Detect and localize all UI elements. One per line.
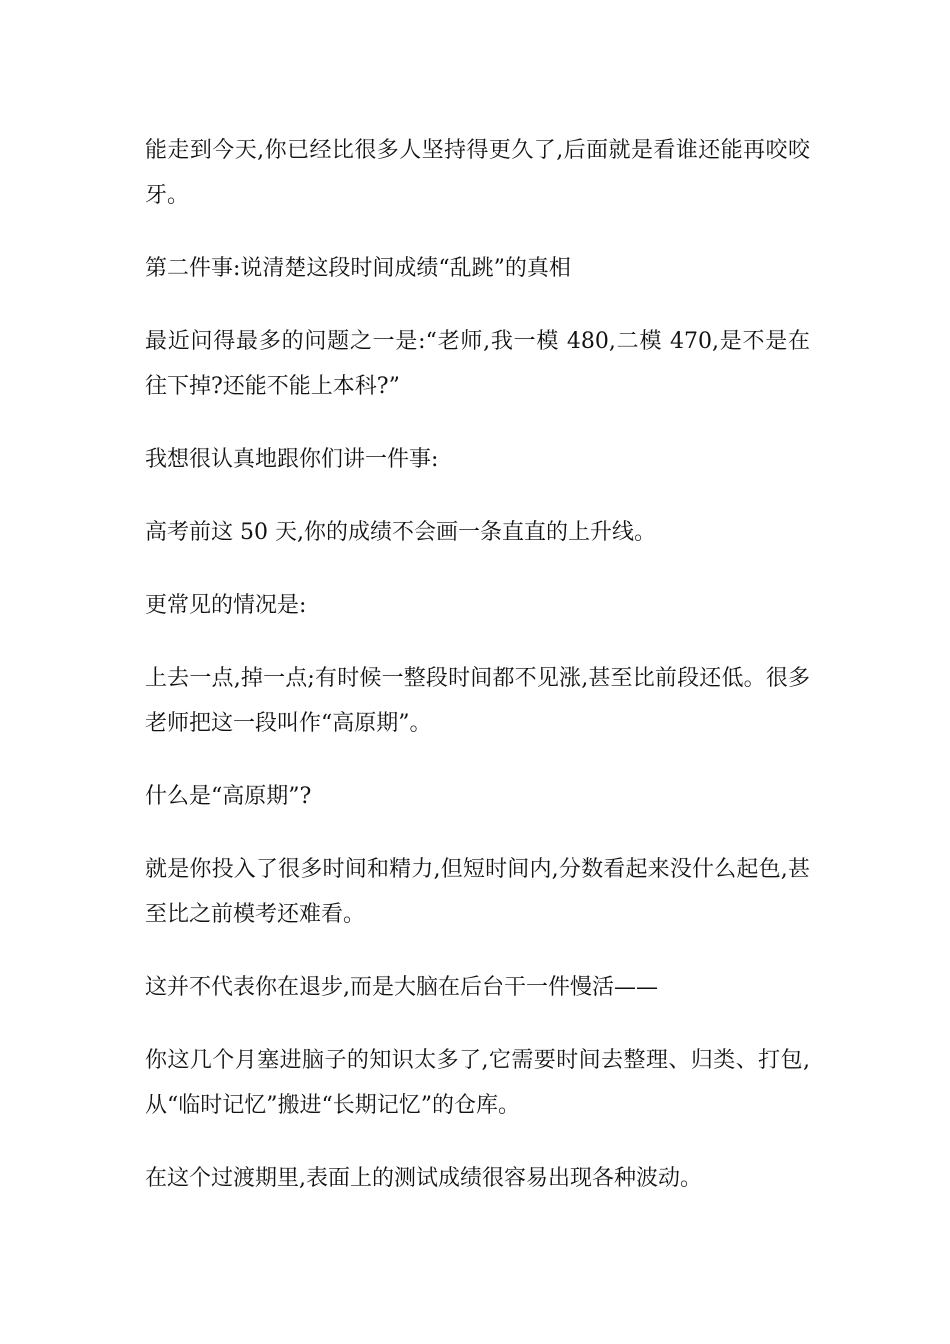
paragraph-7: 上去一点,掉一点;有时候一整段时间都不见涨,甚至比前段还低。很多老师把这一段叫作“高原期”。 — [145, 666, 810, 736]
paragraph-12: 在这个过渡期里,表面上的测试成绩很容易出现各种波动。 — [145, 1166, 702, 1191]
paragraph-11: 你这几个月塞进脑子的知识太多了,它需要时间去整理、归类、打包,从“临时记忆”搬进“长期记忆”的仓库。 — [145, 1048, 810, 1118]
paragraph-9: 就是你投入了很多时间和精力,但短时间内,分数看起来没什么起色,甚至比之前模考还难看。 — [145, 857, 810, 927]
paragraph-8: 什么是“高原期”? — [145, 784, 312, 809]
document-body — [145, 128, 810, 1229]
section-heading: 第二件事:说清楚这段时间成绩“乱跳”的真相 — [145, 256, 571, 281]
paragraph-5: 高考前这 50 天,你的成绩不会画一条直直的上升线。 — [145, 520, 656, 545]
paragraph-3: 最近问得最多的问题之一是:“老师,我一模 480,二模 470,是不是在往下掉?还能不能上本科?” — [145, 329, 810, 399]
paragraph-10: 这并不代表你在退步,而是大脑在后台干一件慢活—— — [145, 975, 658, 1000]
paragraph-4: 我想很认真地跟你们讲一件事: — [145, 447, 439, 472]
paragraph-6: 更常见的情况是: — [145, 593, 307, 618]
paragraph-1: 能走到今天,你已经比很多人坚持得更久了,后面就是看谁还能再咬咬牙。 — [145, 138, 810, 208]
